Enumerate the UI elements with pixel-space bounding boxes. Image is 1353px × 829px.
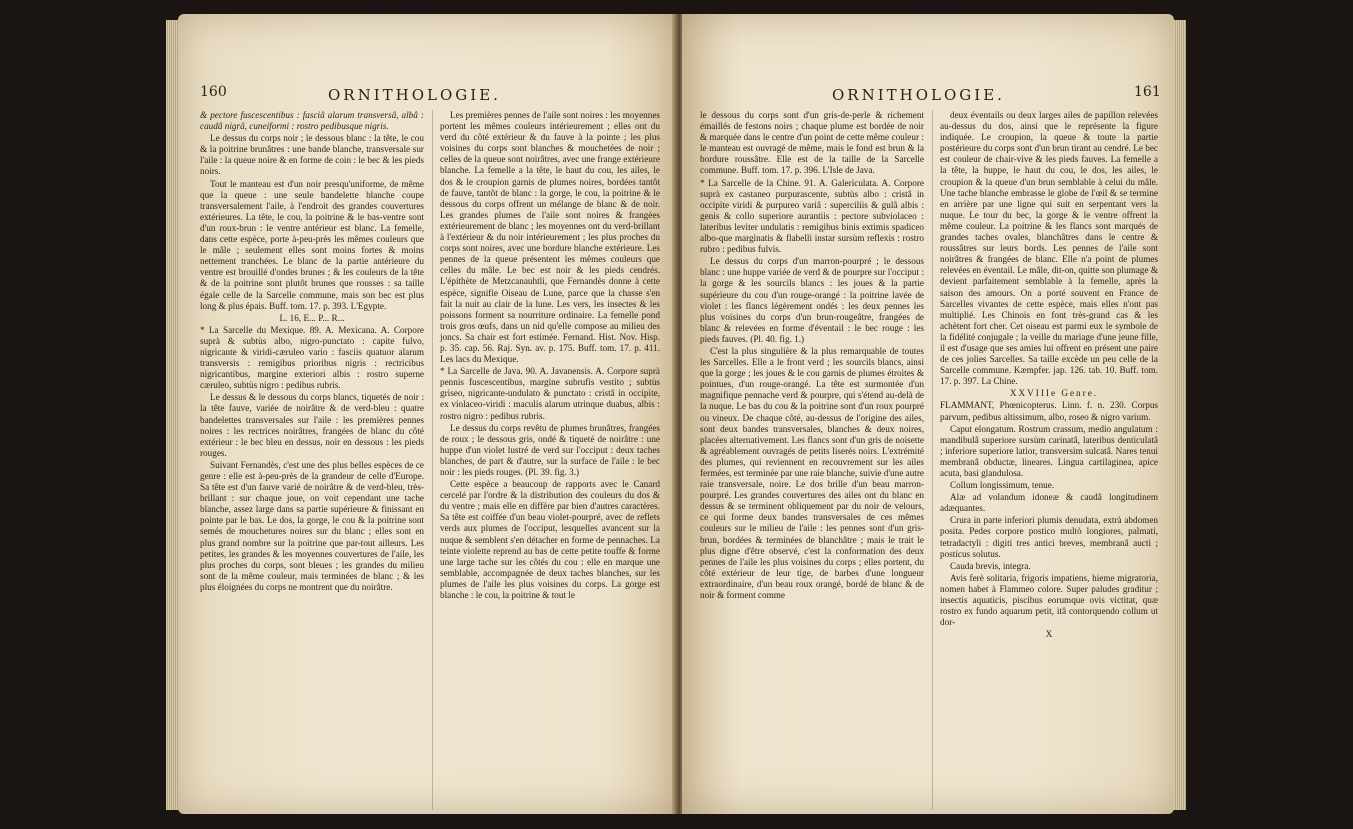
right-page-edges (1172, 20, 1186, 810)
left-column-2 (440, 110, 660, 602)
paragraph: Cauda brevis, integra. (950, 560, 1031, 571)
paragraph: Tout le manteau est d'un noir presqu'uniforme, de même que la queue : une seule bandelette blanche coupe transversalement l'aile, à l'endroit des grandes couvertures extérieures. La tête, le cou, la poitrine & le bas-ventre sont d'un roux-brun : le ventre antérieur est blanc. La femelle, dans cette espèce, porte à-peu-près les mêmes couleurs que le mâle ; seulement elles sont moins fortes & moins nettement tranchées. Le blanc de la partie antérieure du ventre est brouillé d'ondes brunes ; & les couleurs de la tête & de la poitrine sont plutôt brunes que rousses : sa taille égale celle de la Sarcelle commune, mais son bec est plus long & plus épais. Buff. tom. 17. p. 393. L'Egypte. (200, 178, 424, 311)
paragraph: Les premières pennes de l'aile sont noires : les moyennes portent les mêmes couleurs intérieurement ; elles ont du verd du côté extérieur & du fauve à la pointe ; les plus voisines du corps sont blanches & mouchetées de noir ; celles de la queue sont noirâtres, avec une frange extérieure blanche. La femelle a la tête, le haut du cou, les ailes, le dos & le croupion garnis de plumes noires, bordées tantôt de fauve, tantôt de blanc : la gorge, le cou, la poitrine & le dessous du corps offrent un mélange de blanc & de noir. Les grandes plumes de l'aile sont noires & frangées extérieurement de blanc ; les moyennes ont du verd-brillant à l'extérieur & du noir intérieurement ; les plus proches du corps sont noires, avec une bordure blanche extérieure. Les pennes de la queue présentent les mêmes couleurs que celles du mâle. Le bec est noir & les pieds cendrés. L'épithète de Metzcanauhtli, que Fernandès donne à cette espèce, signifie Oiseau de Lune, parce que la chasse s'en fait la nuit au clair de la lune. Les vers, les insectes & les poissons forment sa nourriture ordinaire. La femelle pond trois gros œufs, dans un nid qu'elle compose au milieu des joncs. Sa chair est fort estimée. Fernand. Hist. Nov. Hisp. p. 35. cap. 56. Raj. Syn. av. p. 175. Buff. tom. 17. p. 411. Les lacs du Mexique. (440, 110, 660, 365)
left-page (178, 14, 678, 814)
right-column-2 (940, 110, 1158, 641)
column-rule (432, 110, 433, 810)
paragraph: Le dessus du corps d'un marron-pourpré ; le dessous blanc : une huppe variée de verd & de pourpre sur l'occiput : la gorge & les sourcils blancs : les joues & la partie supérieure du cou d'un rouge-orangé : la poitrine lavée de violet : les flancs légèrement ondés : les deux pennes les plus voisines du corps d'un brun-rougeâtre, frangées de blanc & relevées en forme d'éventail : le bec rouge : les pieds fauves. (Pl. 40. fig. 1.) (700, 256, 924, 344)
paragraph: Le dessus du corps noir ; le dessous blanc : la tête, le cou & la poitrine brunâtres : une bande blanche, transversale sur l'aile : la queue noire & en forme de coin : le bec & les pieds noirs. (200, 133, 424, 177)
paragraph: X (1045, 629, 1053, 640)
paragraph: Cette espèce a beaucoup de rapports avec le Canard cercelé par l'ordre & la distribution des couleurs du dos & du ventre ; mais elle en diffère par bien d'autres caractères. Sa tête est coiffée d'un beau violet-pourpré, avec de reflets verds aux plumes de l'occiput, lesquelles avancent sur la nuque & semblent s'en détacher en forme de pennaches. La teinte violette reprend au bas de cette petite touffe & forme une large tache sur les côtés du cou : elle en marque une semblable, accompagnée de deux taches blanches, sur les plumes de l'aile les plus voisines du corps. La gorge est blanche : le cou, la poitrine & tout le (440, 479, 660, 601)
right-page (682, 14, 1174, 814)
paragraph: * La Sarcelle du Mexique. 89. A. Mexicana. A. Corpore suprà & subtùs albo, nigro-punctato : capite fulvo, nigricante & viridi-cæruleo vario : fasciis quatuor alarum transversis : remigibus prioribus nigris : rectricibus nigricantibus, margine exteriori albis : rostro superne cæruleo, subtùs nigro : pedibus rubris. (200, 324, 424, 391)
paragraph: Le dessus & le dessous du corps blancs, tiquetés de noir : la tête fauve, variée de noirâtre & de verd-bleu : quatre bandelettes transversales sur l'aile : les premières pennes noires : les rectrices noirâtres, frangées de blanc du côté extérieur : le bec bleu en dessus, noir en dessous : les pieds rouges. (200, 392, 424, 458)
paragraph: Avis ferè solitaria, frigoris impatiens, hieme migratoria, nomen habet à Flammeo colore. Super paludes graditur ; insectis aquaticis, piscibus eorumque ovis victitat, quæ rostro ex fundo aquarum petit, itâ contorquendo collum ut dor- (940, 572, 1158, 628)
paragraph: * La Sarcelle de Java. 90. A. Javanensis. A. Corpore suprà pennis fuscescentibus, margine subrufis vestito ; subtùs griseo, nigricante-undulato & punctato : cristâ in occipite, ex violaceo-viridi : maculis alarum utrinque duabus, albis : rostro nigro : pedibus rubris. (440, 366, 660, 421)
paragraph: Collum longissimum, tenue. (950, 480, 1055, 491)
paragraph: XXVIIIe Genre. (1009, 388, 1099, 399)
paragraph: * La Sarcelle de la Chine. 91. A. Galericulata. A. Corpore suprà ex castaneo purpurascente, subtùs albo : cristâ in occipite viridi & purpureo variâ : superciliis & gulâ albis : genis & collo superiore aurantiis : pectore subviolaceo : lateribus leviter undulatis : remigibus binis extimis spadiceo albo-que marginatis & flabelli instar sursùm reflexis : rostro rubro : pedibus fulvis. (700, 177, 924, 255)
left-running-head: ORNITHOLOGIE. (328, 86, 501, 104)
paragraph: L. 16, E... P... R... (279, 312, 345, 323)
paragraph: C'est la plus singulière & la plus remarquable de toutes les Sarcelles. Elle a le front verd ; les sourcils blancs, ainsi que la gorge ; les joues & le cou garnis de plumes étroites & pointues, d'un rouge-orangé. La tête est surmontée d'un magnifique pennache verd & pourpre, qui s'étend au-delà de la nuque. Le bas du cou & la poitrine sont d'un roux pourpré ou vineux. De chaque côté, au-dessus de l'origine des ailes, sont deux bandes transversales, blanches & deux noires, placées alternativement. Les flancs sont d'un gris de noisette & agréablement ouvragés de petits liserés noirs. L'extrémité des plumes, qui reviennent en recouvrement sur les ailes fermées, est terminée par une raie blanche, suivie d'une autre raie transversale, noire. Le dos brille d'un beau marron-pourpré. Les grandes couvertures des ailes ont du blanc en dessus & se terminent obliquement par du noir de velours, ce qui forme deux bandes transversales de ces mêmes couleurs sur le milieu de l'aile : les pennes sont d'un gris-brun, bordées & terminées de blanchâtre ; mais le trait le plus digne d'être observé, c'est la conformation des deux pennes de l'aile les plus voisines du corps ; elles portent, du côté extérieur de leur tige, de barbes d'une longueur extraordinaire, d'un beau roux orangé, bordé de blanc & de noir & forment comme (700, 345, 924, 601)
paragraph: le dessous du corps sont d'un gris-de-perle & richement émaillés de festons noirs ; chaque plume est bordée de noir & marquée dans le centre d'un point de cette même couleur : le manteau est ouvragé de même, mais le fond est brun & la bordure roussâtre. Elle est de la taille de la Sarcelle commune. Buff. tom. 17. p. 396. L'Isle de Java. (700, 110, 924, 176)
paragraph: deux éventails ou deux larges ailes de papillon relevées au-dessus du dos, ainsi que le représente la figure indiquée. Le croupion, la queue & toute la partie postérieure du corps sont d'un brun tirant au cendré. Le bec est couleur de chair-vive & les pieds fauves. La femelle a la tête, la huppe, le haut du cou, le dos, les ailes, le croupion & la queue d'un brun semblable à celui du mâle. Une tache blanche embrasse le globe de l'œil & se termine en arrière par une ligne qui suit en serpentant vers la nuque. Le tour du bec, la gorge & le ventre offrent la même couleur. La poitrine & les flancs sont marqués de grandes taches ovales, blanchâtres dans le centre & roussâtres sur leurs bords. Les pennes de l'aile sont noirâtres & frangées de blanc. Elle n'a point de plumes relevées en éventail. Le mâle, dit-on, quitte son plumage & devient parfaitement semblable à la femelle, après la saison des amours. On a porté souvent en France de Sarcelles vivantes de cette espèce, mais elles n'ont pas multiplié. Les Chinois en font très-grand cas & les achètent fort cher. Cet oiseau est parmi eux le symbole de la fidélité conjugale ; la veille du mariage d'une jeune fille, il est d'usage que ses amies lui offrent en présent une paire de ces jolies Sarcelles. Sa taille excède un peu celle de la Sarcelle commune. Kæmpfer. jap. 126. tab. 10. Buff. tom. 17. p. 397. La Chine. (940, 110, 1158, 387)
right-running-head: ORNITHOLOGIE. (832, 86, 1005, 104)
paragraph: Crura in parte inferiori plumis denudata, extrà abdomen posita. Pedes corpore postico multò longiores, palmati, tetradactyli : digiti tres antici breves, membranâ aucti ; posticus solutus. (940, 515, 1158, 559)
right-column-1 (700, 110, 924, 602)
paragraph: Suivant Fernandès, c'est une des plus belles espèces de ce genre : elle est à-peu-près de la grandeur de celle d'Europe. Sa tête est d'un fauve varié de noirâtre & de verd-bleu, très-brillant : sur chaque joue, on voit cependant une tache blanche, assez large dans sa partie supérieure & finissant en pointe par le bas. Le dos, la gorge, le cou & la poitrine sont semés de mouchetures noires sur du blanc ; elles sont en plus grand nombre sur la poitrine que par-tout ailleurs. Les petites, les grandes & les moyennes couvertures de l'aile, les plus proches du corps, sont bleues ; les grandes du milieu sont de la même couleur, mais terminées de blanc ; & les plus éloignées du corps ne montrent que du noirâtre. (200, 459, 424, 592)
paragraph: Alæ ad volandum idoneæ & caudâ longitudinem adæquantes. (940, 492, 1158, 514)
paragraph: Le dessus du corps revêtu de plumes brunâtres, frangées de roux ; le dessous gris, ondé & tiqueté de noirâtre : une huppe d'un violet lustré de verd sur l'occiput : deux taches blanches, de part & d'autre, sur la surface de l'aile : le bec noir : les pieds rouges. (Pl. 39. fig. 3.) (440, 422, 660, 477)
left-page-number: 160 (200, 84, 227, 100)
left-column-1 (200, 110, 424, 594)
paragraph: FLAMMANT, Phœnicopterus. Linn. f. n. 230. Corpus parvum, pedibus altissimum, albo, roseo & nigro varium. (940, 400, 1158, 422)
right-page-number: 161 (1134, 84, 1161, 100)
column-rule (932, 110, 933, 810)
paragraph: Caput elongatum. Rostrum crassum, medio angulatum : mandibulâ superiore sursùm carinatâ, lateribus denticulatâ ; inferiore superiore latior, transversìm sulcatâ. Nares tenui membranâ obductæ, lineares. Lingua cartilaginea, apice acuta, basi glandulosa. (940, 423, 1158, 478)
paragraph: & pectore fuscescentibus : fasciâ alarum transversâ, albâ : caudâ nigrâ, cuneiformi : rostro pedibusque nigris. (200, 110, 424, 132)
